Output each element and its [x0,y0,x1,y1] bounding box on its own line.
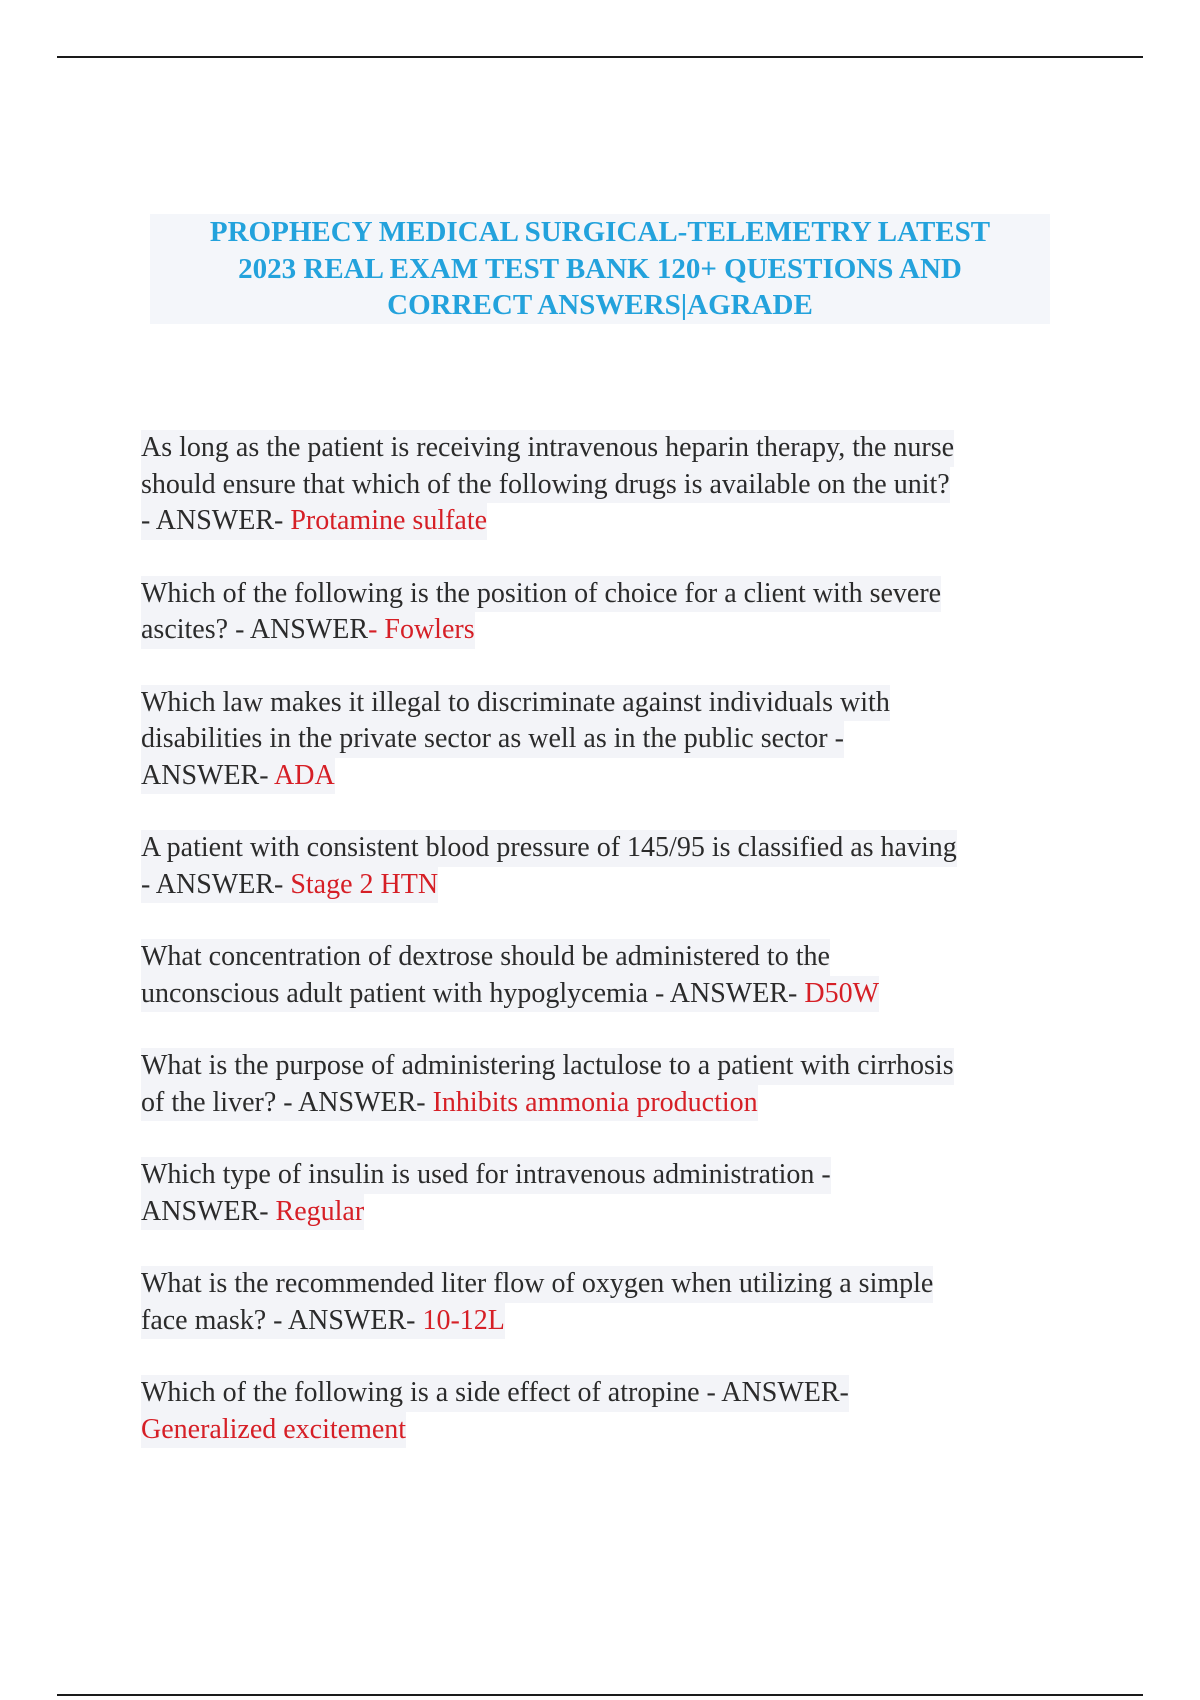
qa-item-blood-pressure [141,830,1071,903]
answer-line [141,867,438,904]
answer-line [141,976,879,1013]
answer-text: Protamine sulfate [290,505,488,536]
answer-text: - Fowlers [368,614,475,645]
question-line: disabilities in the private sector as well as in the public sector - [141,721,844,758]
answer-text: D50W [804,977,879,1009]
answer-text: Stage 2 HTN [290,868,439,900]
answer-line [141,1194,364,1231]
answer-text: Inhibits ammonia production [432,1086,758,1118]
bottom-horizontal-rule [57,1694,1143,1696]
qa-item-lactulose [141,1048,1071,1121]
answer-text: Generalized excitement [141,1413,407,1445]
question-line: As long as the patient is receiving intravenous heparin therapy, the nurse [141,430,954,467]
qa-item-oxygen [141,1266,1071,1339]
title-line-2: 2023 REAL EXAM TEST BANK 120+ QUESTIONS AND [150,251,1050,288]
question-line: Which law makes it illegal to discriminate against individuals with [141,685,890,722]
question-line: Which of the following is the position of choice for a client with severe [141,576,941,613]
qa-item-ascites [141,576,1071,649]
title-line-1: PROPHECY MEDICAL SURGICAL-TELEMETRY LATEST [150,214,1050,251]
answer-text: 10-12L [422,1304,505,1336]
qa-item-disability-law [141,685,1071,795]
answer-prefix: - ANSWER- [141,505,291,536]
question-line: Which type of insulin is used for intravenous administration - [141,1157,831,1194]
question-line: What is the purpose of administering lactulose to a patient with cirrhosis [141,1048,954,1085]
qa-item-atropine [141,1375,1071,1448]
answer-prefix: of the liver? - ANSWER- [141,1086,433,1118]
answer-line [141,758,335,795]
question-line: should ensure that which of the following drugs is available on the unit? [141,467,950,504]
answer-prefix: ascites? - ANSWER [141,614,369,645]
answer-prefix: unconscious adult patient with hypoglycemia - ANSWER- [141,977,805,1009]
answer-line [141,1412,406,1449]
answer-line [141,1085,758,1122]
qa-item-heparin [141,430,1071,540]
answer-line [141,1303,505,1340]
question-line: Which of the following is a side effect of atropine - ANSWER- [141,1375,849,1412]
document-title [150,214,1050,324]
question-line: What is the recommended liter flow of oxygen when utilizing a simple [141,1266,933,1303]
qa-item-insulin [141,1157,1071,1230]
answer-line [141,612,475,649]
answer-text: Regular [275,1195,365,1227]
qa-item-dextrose [141,939,1071,1012]
answer-prefix: face mask? - ANSWER- [141,1304,423,1336]
top-horizontal-rule [57,56,1143,58]
answer-prefix: ANSWER- [141,759,274,791]
question-line: A patient with consistent blood pressure of 145/95 is classified as having [141,830,957,867]
qa-list [141,430,1071,1484]
answer-text: ADA [274,759,335,791]
answer-line [141,503,487,540]
question-line: What concentration of dextrose should be administered to the [141,939,830,976]
answer-prefix: - ANSWER- [141,868,291,900]
title-line-3: CORRECT ANSWERS|AGRADE [150,287,1050,324]
answer-prefix: ANSWER- [141,1195,276,1227]
